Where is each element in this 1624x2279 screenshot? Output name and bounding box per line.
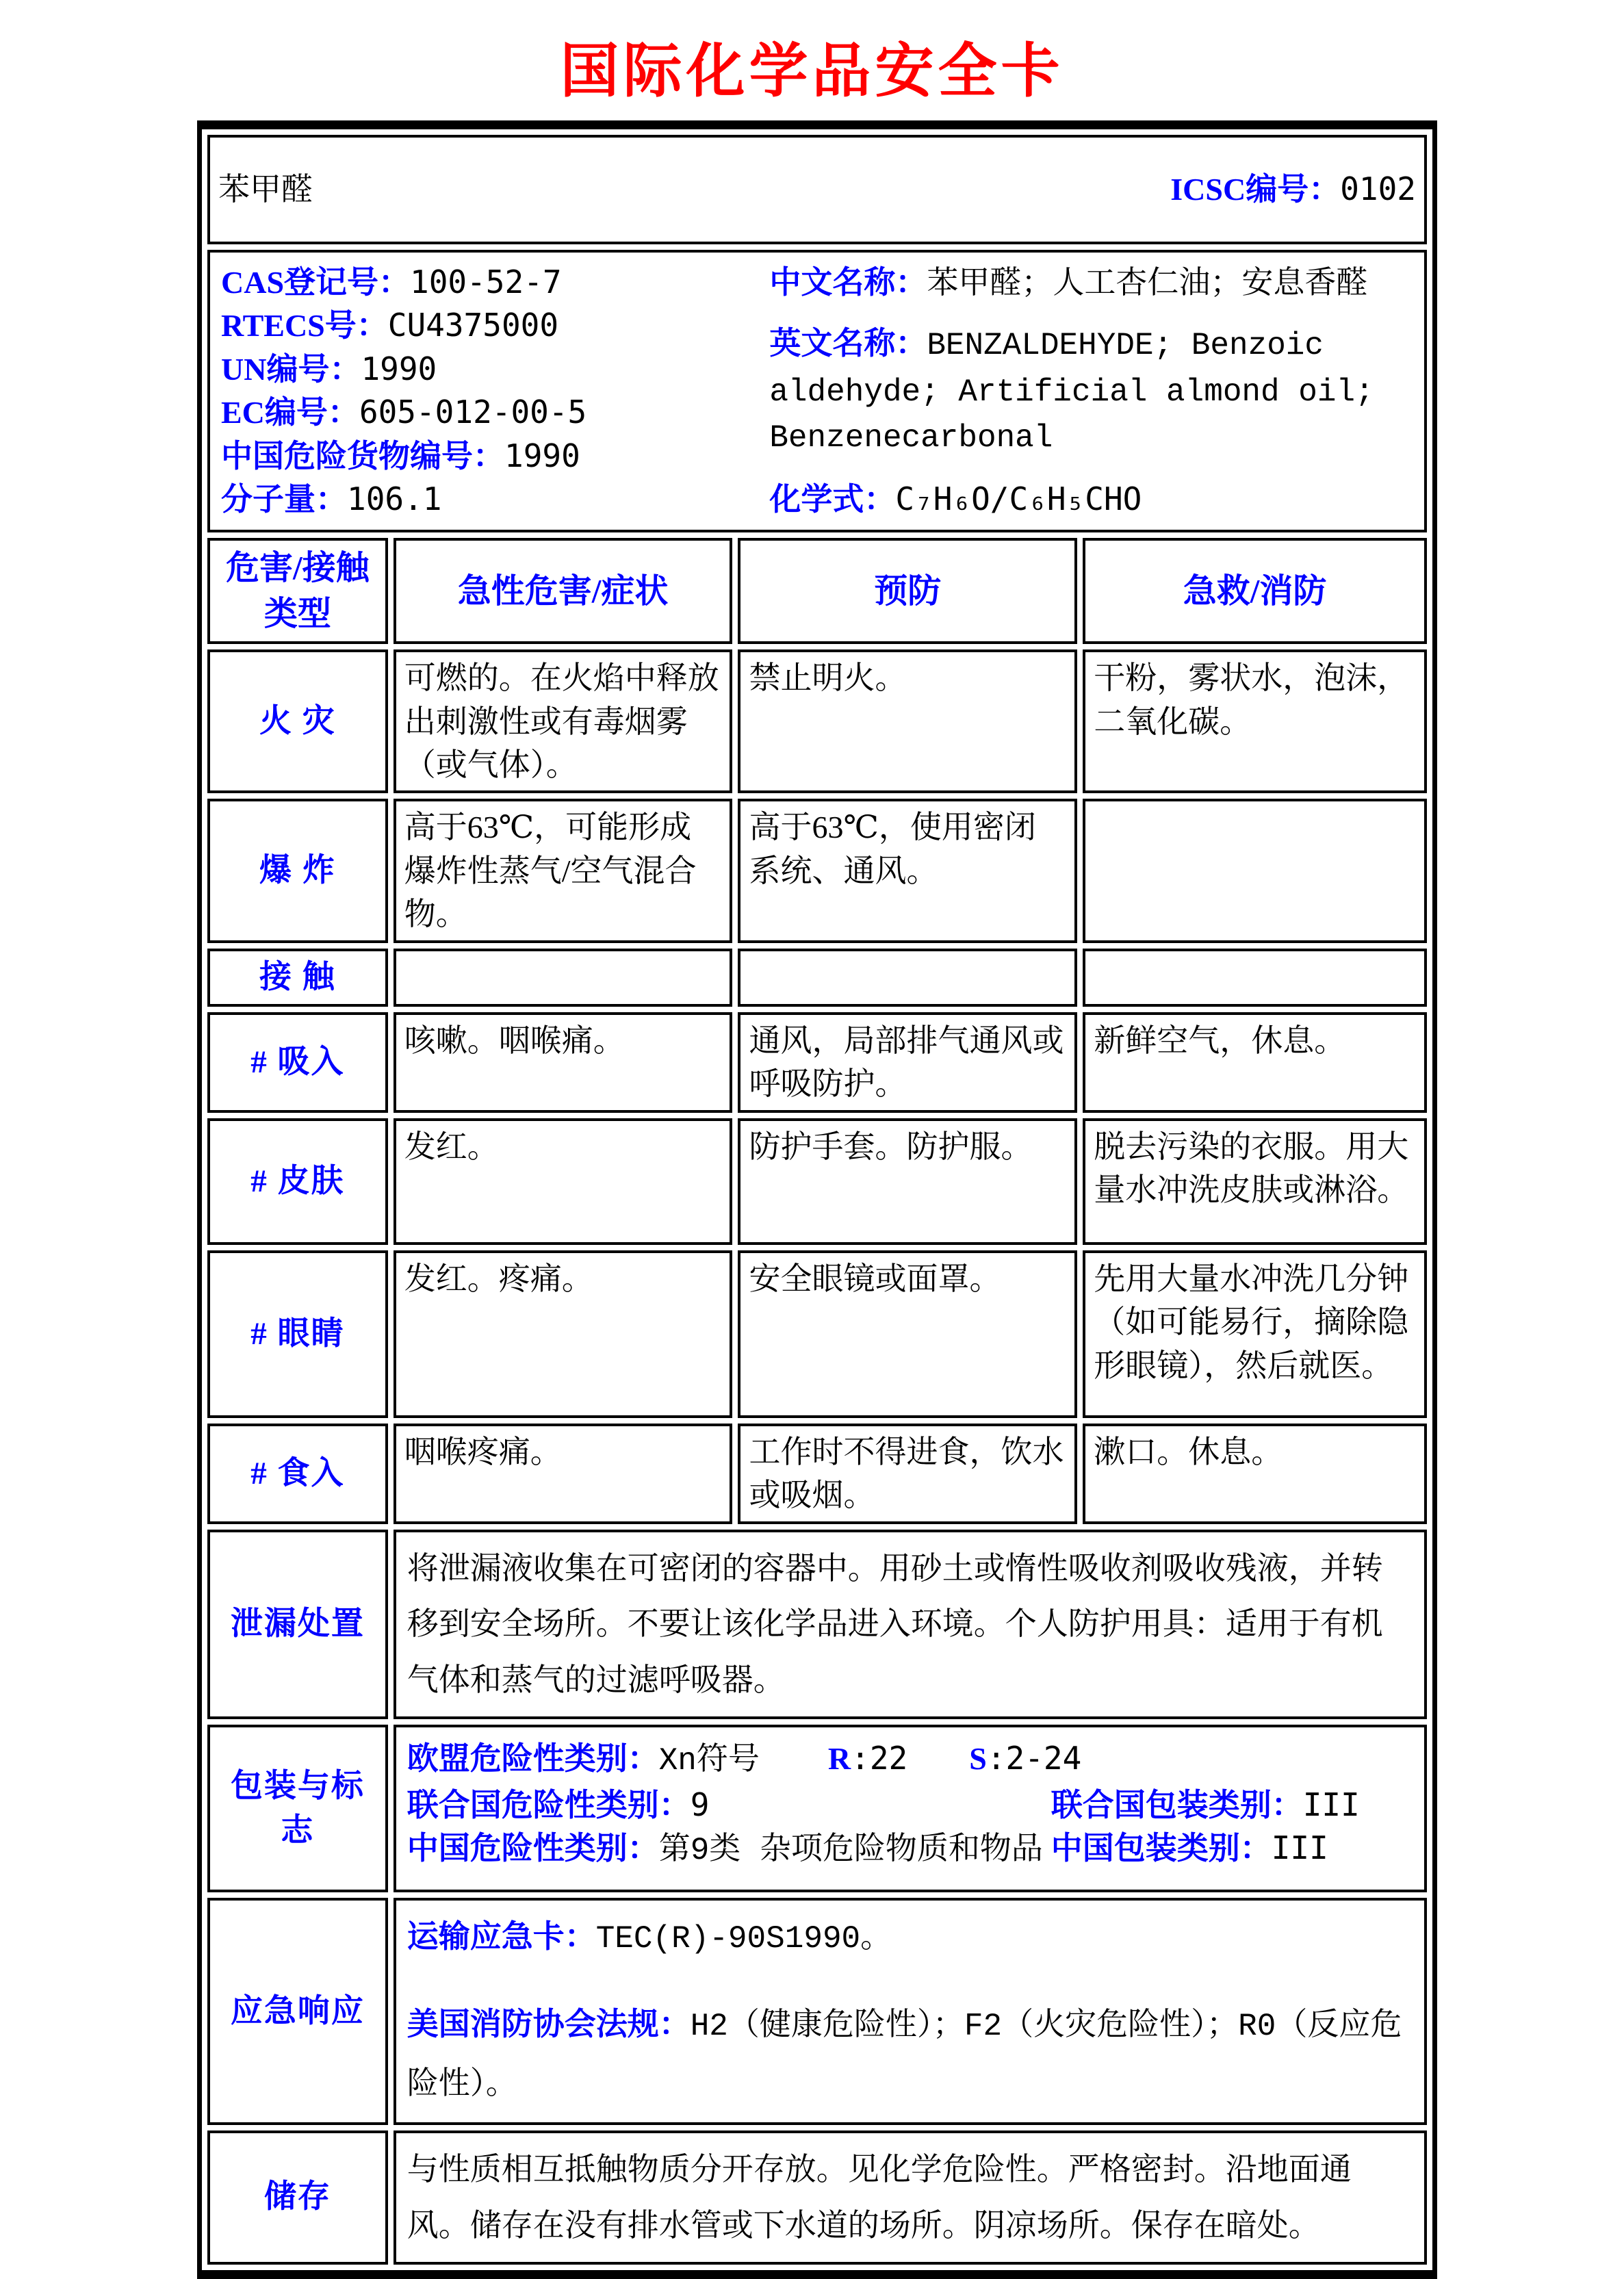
table-row bbox=[207, 1424, 1427, 1524]
skin-first-aid: 脱去污染的衣服。用大量水冲洗皮肤或淋浴。 bbox=[1083, 1118, 1427, 1245]
name-list bbox=[769, 261, 1413, 522]
row-label-ingestion: # 食入 bbox=[207, 1424, 388, 1524]
explosion-prevention: 高于63℃，使用密闭系统、通风。 bbox=[738, 799, 1077, 942]
explosion-symptoms: 高于63℃，可能形成爆炸性蒸气/空气混合物。 bbox=[394, 799, 733, 942]
row-label-fire: 火 灾 bbox=[207, 649, 388, 793]
identifiers-section bbox=[207, 250, 1427, 532]
spill-text: 将泄漏液收集在可密闭的容器中。用砂土或惰性吸收剂吸收残液，并转移到安全场所。不要让该化学品进入环境。个人防护用具：适用于有机气体和蒸气的过滤呼吸器。 bbox=[394, 1530, 1427, 1720]
row-label-spill: 泄漏处置 bbox=[207, 1530, 388, 1720]
table-row bbox=[207, 2130, 1427, 2265]
page-title: 国际化学品安全卡 bbox=[560, 38, 1064, 104]
row-label-inhalation: # 吸入 bbox=[207, 1012, 388, 1113]
identifier-row-cas: CAS登记号：100-52-7 bbox=[221, 263, 562, 300]
row-label-packaging: 包装与标志 bbox=[207, 1725, 388, 1892]
storage-text: 与性质相互抵触物质分开存放。见化学危险性。严格密封。沿地面通风。储存在没有排水管或下水道的场所。阴凉场所。保存在暗处。 bbox=[394, 2130, 1427, 2265]
row-label-exposure: 接 触 bbox=[207, 949, 388, 1007]
s-phrase-label: S bbox=[969, 1741, 987, 1777]
table-row bbox=[207, 1012, 1427, 1113]
row-label-explosion: 爆 炸 bbox=[207, 799, 388, 942]
formula-row: 化学式：C₇H₆O/C₆H₅CHO bbox=[769, 480, 1142, 518]
cn-class-line: 中国危险性类别：第9类 杂项危险物质和物品 中国包装类别：III bbox=[407, 1827, 1413, 1872]
fire-symptoms: 可燃的。在火焰中释放出刺激性或有毒烟雾（或气体）。 bbox=[394, 649, 733, 793]
emergency-section bbox=[394, 1898, 1427, 2125]
nfpa-line: 美国消防协会法规：H2（健康危险性）；F2（火灾危险性）；R0（反应危险性）。 bbox=[407, 2007, 1402, 2103]
row-label-skin: # 皮肤 bbox=[207, 1118, 388, 1245]
icsc-number-group bbox=[1170, 168, 1416, 211]
cn-pack-group: 中国包装类别：III bbox=[1051, 1829, 1328, 1867]
card-header-row bbox=[207, 135, 1427, 244]
exposure-symptoms bbox=[394, 949, 733, 1007]
identifier-row-ec: EC编号：605-012-00-5 bbox=[221, 394, 587, 431]
header-hazard-type: 危害/接触类型 bbox=[207, 538, 388, 644]
icsc-label: ICSC编号： bbox=[1170, 172, 1341, 207]
exposure-prevention bbox=[738, 949, 1077, 1007]
eyes-symptoms: 发红。疼痛。 bbox=[394, 1250, 733, 1418]
table-row bbox=[207, 1250, 1427, 1418]
r-phrase-label: R bbox=[827, 1741, 851, 1777]
inhalation-first-aid: 新鲜空气，休息。 bbox=[1083, 1012, 1427, 1113]
skin-prevention: 防护手套。防护服。 bbox=[738, 1118, 1077, 1245]
row-label-emergency: 应急响应 bbox=[207, 1898, 388, 2125]
identifier-row-molweight: 分子量：106.1 bbox=[221, 480, 442, 518]
packaging-section bbox=[394, 1725, 1427, 1892]
chemical-name: 苯甲醛 bbox=[218, 172, 313, 207]
eyes-first-aid: 先用大量水冲洗几分钟（如可能易行，摘除隐形眼镜），然后就医。 bbox=[1083, 1250, 1427, 1418]
eyes-prevention: 安全眼镜或面罩。 bbox=[738, 1250, 1077, 1418]
identifier-row-un: UN编号：1990 bbox=[221, 350, 437, 387]
r-phrase-value: :22 bbox=[851, 1740, 908, 1777]
safety-card-table bbox=[197, 120, 1437, 2279]
ingestion-first-aid: 漱口。休息。 bbox=[1083, 1424, 1427, 1524]
exposure-first-aid bbox=[1083, 949, 1427, 1007]
inhalation-prevention: 通风，局部排气通风或呼吸防护。 bbox=[738, 1012, 1077, 1113]
icsc-number: 0102 bbox=[1340, 170, 1416, 208]
s-phrase-value: :2-24 bbox=[986, 1740, 1082, 1777]
header-first-aid: 急救/消防 bbox=[1083, 538, 1427, 644]
skin-symptoms: 发红。 bbox=[394, 1118, 733, 1245]
table-row bbox=[207, 1725, 1427, 1892]
ingestion-prevention: 工作时不得进食，饮水或吸烟。 bbox=[738, 1424, 1077, 1524]
chinese-name-row: 中文名称：苯甲醛；人工杏仁油；安息香醛 bbox=[769, 265, 1368, 300]
table-row bbox=[207, 1118, 1427, 1245]
explosion-first-aid bbox=[1083, 799, 1427, 942]
ingestion-symptoms: 咽喉疼痛。 bbox=[394, 1424, 733, 1524]
un-class-line: 联合国危险性类别：9 联合国包装类别：III bbox=[407, 1784, 1413, 1827]
english-name-row: 英文名称：BENZALDEHYDE; Benzoic aldehyde; Artificial almond oil; Benzenecarbonal bbox=[769, 326, 1374, 456]
table-row bbox=[207, 1530, 1427, 1720]
table-row bbox=[207, 649, 1427, 793]
fire-first-aid: 干粉，雾状水，泡沫，二氧化碳。 bbox=[1083, 649, 1427, 793]
header-symptoms: 急性危害/症状 bbox=[394, 538, 733, 644]
inhalation-symptoms: 咳嗽。咽喉痛。 bbox=[394, 1012, 733, 1113]
fire-prevention: 禁止明火。 bbox=[738, 649, 1077, 793]
identifier-row-rtecs: RTECS号：CU4375000 bbox=[221, 307, 559, 344]
row-label-eyes: # 眼睛 bbox=[207, 1250, 388, 1418]
row-label-storage: 储存 bbox=[207, 2130, 388, 2265]
identifier-list bbox=[221, 261, 769, 522]
identifier-row-china-dg: 中国危险货物编号：1990 bbox=[221, 437, 580, 474]
eu-hazard-class-line: 欧盟危险性类别：Xn符号 R:22 S:2-24 bbox=[407, 1740, 1082, 1779]
tec-line: 运输应急卡：TEC(R)-90S1990。 bbox=[407, 1919, 892, 1957]
table-row bbox=[207, 1898, 1427, 2125]
header-prevention: 预防 bbox=[738, 538, 1077, 644]
table-row bbox=[207, 799, 1427, 942]
table-row bbox=[207, 949, 1427, 1007]
un-pack-group: 联合国包装类别：III bbox=[1051, 1786, 1360, 1823]
